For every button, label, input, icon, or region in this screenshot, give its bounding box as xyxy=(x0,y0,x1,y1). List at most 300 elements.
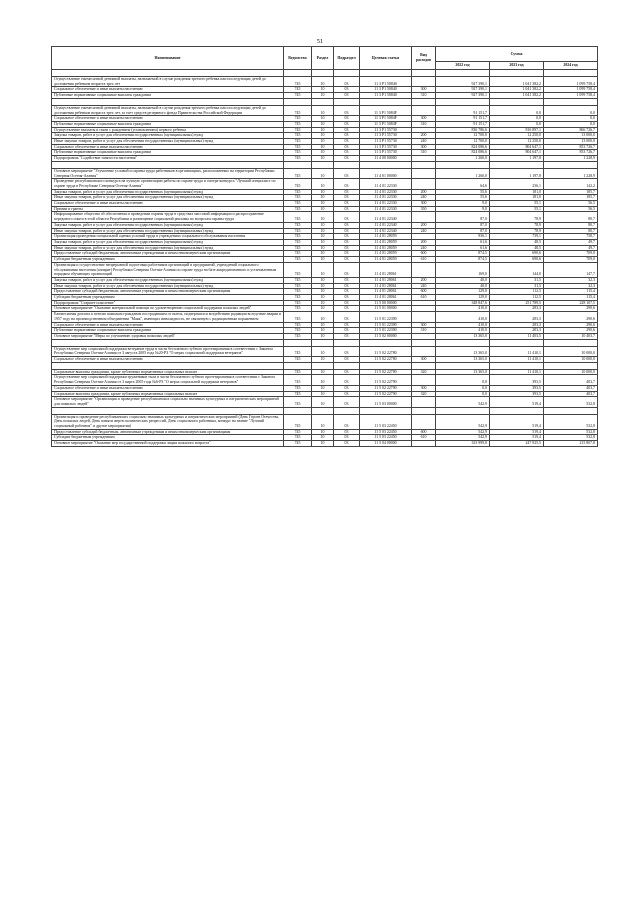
cell-name: Проведение республиканского конкурса на лучшую организацию работы по охране труда и смотра-конкурса "Лучший специалист по охране труда в Республике Северная Осетия-Алания" xyxy=(52,179,284,189)
cell-ministry: 745 xyxy=(284,322,312,328)
cell-2022: 64,6 xyxy=(436,179,490,189)
cell-target: 11 4 01 22340 xyxy=(360,212,412,222)
col-header-2022: 2022 год xyxy=(436,62,490,70)
table-row xyxy=(52,77,598,87)
cell-subsection: 03 xyxy=(334,93,360,99)
cell-2022: 9,0 xyxy=(436,201,490,207)
cell-2024: 403,7 xyxy=(544,385,598,391)
cell-ministry: 745 xyxy=(284,228,312,234)
cell-2022: 927 390,1 xyxy=(436,87,490,93)
cell-subsection: 03 xyxy=(334,283,360,289)
cell-2022: 169,0 xyxy=(436,262,490,277)
cell-expense: 310 xyxy=(412,150,436,156)
cell-target: 11 4 01 22330 xyxy=(360,206,412,212)
cell-2022: 936,1 xyxy=(436,234,490,240)
cell-2024: 866 726,7 xyxy=(544,127,598,133)
cell-section: 10 xyxy=(312,262,334,277)
cell-section: 10 xyxy=(312,300,334,306)
cell-section: 10 xyxy=(312,121,334,127)
cell-target: 11 4 00 00000 xyxy=(360,156,412,162)
cell-name: Социальное обеспечение и иные выплаты населению xyxy=(52,385,284,391)
cell-name: Основное мероприятие "Оказание мер государственной поддержки лицам пожилого возраста" xyxy=(52,441,284,447)
col-header-subsection: Подраздел xyxy=(334,47,360,70)
table-body xyxy=(52,70,598,447)
cell-section xyxy=(312,407,334,414)
cell-name: Социальное обеспечение и иные выплаты населению xyxy=(52,322,284,328)
cell-2024: 56,5 xyxy=(544,201,598,207)
cell-ministry: 745 xyxy=(284,234,312,240)
cell-section: 10 xyxy=(312,429,334,435)
cell-2022: 333 999,8 xyxy=(436,441,490,447)
cell-expense: 310 xyxy=(412,121,436,127)
cell-2022: 410,0 xyxy=(436,312,490,322)
cell-section: 10 xyxy=(312,127,334,133)
cell-expense: 600 xyxy=(412,251,436,257)
cell-section: 10 xyxy=(312,277,334,283)
cell-2024 xyxy=(544,70,598,77)
cell-expense: 300 xyxy=(412,385,436,391)
cell-2022 xyxy=(436,407,490,414)
cell-2024: 532,8 xyxy=(544,435,598,441)
cell-name: Осуществление мер социальной поддержки ветеранов труда в части бесплатного зубного протезирования в соответствии с Законом Республики Северная Осетия-Алания от 3 августа 2005 года №20-РЗ "О мерах социальной поддержки ветеранов" xyxy=(52,346,284,356)
cell-name: Организация и осуществление непрерывной подготовки работников организаций и предприятий, учреждений социального обслуживания населения (аппарат) Республики Северная Осетия-Алания по охране труда на базе аккредитованного и установленным порядком обучающих организаций xyxy=(52,262,284,277)
cell-subsection: 03 xyxy=(334,429,360,435)
cell-2022: 1 260,0 xyxy=(436,168,490,178)
cell-2023: 12 250,0 xyxy=(490,133,544,139)
cell-name xyxy=(52,407,284,414)
cell-2024: 0,0 xyxy=(544,105,598,115)
cell-section: 10 xyxy=(312,441,334,447)
cell-2022: 55,6 xyxy=(436,195,490,201)
cell-2022: 87,0 xyxy=(436,212,490,222)
cell-2023: 247 925,5 xyxy=(490,441,544,447)
cell-2023: 11 410,1 xyxy=(490,357,544,363)
cell-2022: 13 365,0 xyxy=(436,369,490,375)
cell-2024: 290,6 xyxy=(544,306,598,312)
cell-2023: 690,6 xyxy=(490,251,544,257)
cell-2022: 40,0 xyxy=(436,277,490,283)
cell-name: Закупка товаров, работ и услуг для обеспечения государственных (муниципальных) нужд xyxy=(52,222,284,228)
cell-2023: 804 647,1 xyxy=(490,144,544,150)
cell-ministry: 745 xyxy=(284,133,312,139)
cell-subsection xyxy=(334,161,360,168)
cell-section: 10 xyxy=(312,251,334,257)
cell-2023: 112,5 xyxy=(490,295,544,301)
cell-subsection: 03 xyxy=(334,168,360,178)
cell-2024: 13 000,0 xyxy=(544,133,598,139)
cell-2023: 1 041 382,2 xyxy=(490,93,544,99)
cell-ministry: 745 xyxy=(284,121,312,127)
cell-section: 10 xyxy=(312,168,334,178)
cell-ministry: 745 xyxy=(284,429,312,435)
cell-expense xyxy=(412,441,436,447)
cell-ministry: 745 xyxy=(284,195,312,201)
cell-subsection: 03 xyxy=(334,251,360,257)
table-row xyxy=(52,105,598,115)
cell-subsection: 03 xyxy=(334,222,360,228)
cell-expense: 610 xyxy=(412,435,436,441)
cell-name: Основное мероприятие "Улучшение условий и охраны труда работников в организациях, расположенных на территории Республики Северная Осетия-Алания" xyxy=(52,168,284,178)
cell-2024: 10 403,7 xyxy=(544,333,598,339)
cell-2023: 519,4 xyxy=(490,397,544,407)
cell-2023: 519,4 xyxy=(490,429,544,435)
cell-name: Иные закупки товаров, работ и услуг для обеспечения государственных (муниципальных) нужд xyxy=(52,283,284,289)
cell-name: Закупка товаров, работ и услуг для обеспечения государственных (муниципальных) нужд xyxy=(52,189,284,195)
cell-2022: 129,0 xyxy=(436,295,490,301)
cell-2023 xyxy=(490,70,544,77)
cell-ministry: 745 xyxy=(284,346,312,356)
cell-expense xyxy=(412,161,436,168)
col-header-ministry: Ведомство xyxy=(284,47,312,70)
cell-ministry: 745 xyxy=(284,93,312,99)
cell-expense xyxy=(412,375,436,385)
cell-name: Осуществление ежемесячной денежной выплаты, назначаемой в случае рождения третьего ребенка или последующих детей до достижения ребенком возраста трех лет, за счет средств резервного фонда Правительства Российской Федерации xyxy=(52,105,284,115)
cell-subsection: 03 xyxy=(334,385,360,391)
cell-2023: 283,3 xyxy=(490,322,544,328)
cell-2023: 804 647,1 xyxy=(490,150,544,156)
cell-2023: 31,5 xyxy=(490,277,544,283)
cell-2024: 80,7 xyxy=(544,222,598,228)
cell-ministry: 745 xyxy=(284,168,312,178)
cell-2024: 758,7 xyxy=(544,234,598,240)
cell-target: 11 4 01 28061 xyxy=(360,289,412,295)
cell-ministry: 745 xyxy=(284,306,312,312)
cell-2022: 542,9 xyxy=(436,397,490,407)
cell-2024: 56,5 xyxy=(544,206,598,212)
cell-target xyxy=(360,407,412,414)
cell-section: 10 xyxy=(312,144,334,150)
cell-target: 11 5 03 22450 xyxy=(360,414,412,429)
cell-expense: 300 xyxy=(412,116,436,122)
cell-section xyxy=(312,161,334,168)
cell-expense xyxy=(412,168,436,178)
cell-ministry: 745 xyxy=(284,435,312,441)
cell-name: Иные закупки товаров, работ и услуг для обеспечения государственных (муниципальных) нужд xyxy=(52,228,284,234)
cell-subsection: 03 xyxy=(334,435,360,441)
cell-target: 11 4 01 00000 xyxy=(360,168,412,178)
cell-subsection: 03 xyxy=(334,127,360,133)
cell-section: 10 xyxy=(312,385,334,391)
cell-ministry: 745 xyxy=(284,312,312,322)
cell-target: 11 3 P1 55730 xyxy=(360,144,412,150)
cell-ministry: 745 xyxy=(284,87,312,93)
cell-name: Предоставление субсидий бюджетным, автономным учреждениям и иным некоммерческим организациям xyxy=(52,251,284,257)
cell-2024: 709,0 xyxy=(544,251,598,257)
cell-ministry: 745 xyxy=(284,375,312,385)
cell-section: 10 xyxy=(312,234,334,240)
cell-name: Предоставление субсидий бюджетным, автономным учреждениям и иным некоммерческим организациям xyxy=(52,429,284,435)
cell-target: 11 4 01 22340 xyxy=(360,222,412,228)
cell-target xyxy=(360,98,412,105)
cell-expense: 600 xyxy=(412,289,436,295)
cell-target: 11 5 02 00000 xyxy=(360,333,412,339)
cell-target: 11 5 02 22780 xyxy=(360,357,412,363)
cell-name: Осуществление мер социальной поддержки тружеников тыла в части бесплатного зубного протезирования в соответствии с Законом Республики Северная Осетия-Алания от 3 марта 2005 года №6-РЗ "О мерах социальной поддержки ветеранов" xyxy=(52,375,284,385)
cell-2022: 13 365,0 xyxy=(436,357,490,363)
cell-name: Иные закупки товаров, работ и услуг для обеспечения государственных (муниципальных) нужд xyxy=(52,139,284,145)
cell-name: Публичные нормативные социальные выплаты гражданам xyxy=(52,328,284,334)
cell-ministry: 745 xyxy=(284,116,312,122)
cell-ministry: 745 xyxy=(284,277,312,283)
cell-name: Социальное обеспечение и иные выплаты населению xyxy=(52,201,284,207)
cell-2023: 236,1 xyxy=(490,179,544,189)
cell-2023: 519,4 xyxy=(490,435,544,441)
cell-2023: 31,5 xyxy=(490,283,544,289)
cell-2024: 10 000,0 xyxy=(544,357,598,363)
cell-2023: 78,9 xyxy=(490,228,544,234)
cell-subsection: 03 xyxy=(334,228,360,234)
cell-2024 xyxy=(544,339,598,346)
cell-2023: 1 041 382,2 xyxy=(490,87,544,93)
cell-2023: 11 403,5 xyxy=(490,333,544,339)
cell-expense xyxy=(412,105,436,115)
cell-name: Основное мероприятие "Оказание материальной помощи по удовлетворению социальной поддержки пожилых людей" xyxy=(52,306,284,312)
cell-2024: 80,7 xyxy=(544,228,598,234)
cell-section: 10 xyxy=(312,322,334,328)
cell-2024: 80,7 xyxy=(544,212,598,222)
cell-expense: 240 xyxy=(412,283,436,289)
cell-section: 10 xyxy=(312,156,334,162)
cell-ministry: 745 xyxy=(284,239,312,245)
cell-section: 10 xyxy=(312,369,334,375)
cell-2023: 112,5 xyxy=(490,289,544,295)
cell-ministry: 745 xyxy=(284,222,312,228)
cell-2022: 13 365,0 xyxy=(436,346,490,356)
cell-name: Премии и гранты xyxy=(52,206,284,212)
cell-ministry: 745 xyxy=(284,391,312,397)
cell-subsection: 03 xyxy=(334,144,360,150)
cell-2022: 1 260,0 xyxy=(436,156,490,162)
cell-2022: 12 700,0 xyxy=(436,133,490,139)
cell-target: 11 5 02 22790 xyxy=(360,375,412,385)
cell-section: 10 xyxy=(312,435,334,441)
cell-expense: 350 xyxy=(412,206,436,212)
table-row xyxy=(52,98,598,105)
cell-2024: 290,6 xyxy=(544,322,598,328)
cell-subsection: 03 xyxy=(334,77,360,87)
cell-2023: 48,5 xyxy=(490,245,544,251)
cell-subsection: 03 xyxy=(334,87,360,93)
cell-subsection: 03 xyxy=(334,206,360,212)
cell-2024: 147,7 xyxy=(544,262,598,277)
cell-2023: 393,5 xyxy=(490,375,544,385)
cell-target: 11 5 01 22390 xyxy=(360,312,412,322)
cell-expense xyxy=(412,362,436,369)
cell-target: 11 3 P1 5084F xyxy=(360,105,412,115)
cell-ministry xyxy=(284,362,312,369)
table-row xyxy=(52,414,598,429)
cell-ministry: 745 xyxy=(284,328,312,334)
cell-target: 11 3 P1 50840 xyxy=(360,77,412,87)
cell-name: Иные закупки товаров, работ и услуг для обеспечения государственных (муниципальных) нужд xyxy=(52,195,284,201)
cell-name: Субсидии бюджетным учреждениям xyxy=(52,295,284,301)
cell-subsection xyxy=(334,98,360,105)
cell-subsection: 03 xyxy=(334,121,360,127)
cell-2023: 283,3 xyxy=(490,306,544,312)
cell-subsection: 03 xyxy=(334,397,360,407)
cell-expense: 300 xyxy=(412,87,436,93)
cell-2022: 61,6 xyxy=(436,239,490,245)
cell-2023: 48,5 xyxy=(490,239,544,245)
cell-name xyxy=(52,362,284,369)
cell-subsection: 03 xyxy=(334,441,360,447)
cell-2023: 55,1 xyxy=(490,201,544,207)
cell-name: Подпрограмма "Старшее поколение" xyxy=(52,300,284,306)
cell-subsection: 03 xyxy=(334,306,360,312)
cell-ministry: 745 xyxy=(284,295,312,301)
cell-name xyxy=(52,98,284,105)
cell-2022: 0,0 xyxy=(436,375,490,385)
cell-section: 10 xyxy=(312,189,334,195)
cell-subsection: 03 xyxy=(334,195,360,201)
cell-expense: 600 xyxy=(412,429,436,435)
cell-section xyxy=(312,339,334,346)
cell-target: 11 4 01 22330 xyxy=(360,189,412,195)
cell-subsection: 03 xyxy=(334,328,360,334)
cell-subsection: 03 xyxy=(334,369,360,375)
cell-section: 10 xyxy=(312,179,334,189)
cell-subsection: 03 xyxy=(334,262,360,277)
cell-section: 10 xyxy=(312,328,334,334)
cell-ministry: 745 xyxy=(284,441,312,447)
page-number: 51 xyxy=(316,38,324,45)
cell-2024: 13 000,0 xyxy=(544,139,598,145)
cell-ministry xyxy=(284,98,312,105)
cell-section: 10 xyxy=(312,93,334,99)
table-row xyxy=(52,161,598,168)
cell-2023: 0,0 xyxy=(490,116,544,122)
table-row xyxy=(52,212,598,222)
cell-2023: 251 789,5 xyxy=(490,300,544,306)
cell-section: 10 xyxy=(312,357,334,363)
cell-section xyxy=(312,98,334,105)
cell-section: 10 xyxy=(312,139,334,145)
cell-2024: 1 099 758,4 xyxy=(544,93,598,99)
cell-target: 11 4 01 28059 xyxy=(360,251,412,257)
cell-2024: 853 726,7 xyxy=(544,144,598,150)
cell-section: 10 xyxy=(312,239,334,245)
cell-section xyxy=(312,362,334,369)
cell-name: Социальное обеспечение и иные выплаты населению xyxy=(52,87,284,93)
cell-name: Иные закупки товаров, работ и услуг для обеспечения государственных (муниципальных) нужд xyxy=(52,245,284,251)
cell-section: 10 xyxy=(312,306,334,312)
table-row xyxy=(52,168,598,178)
cell-2024: 290,6 xyxy=(544,328,598,334)
cell-2023: 283,3 xyxy=(490,328,544,334)
table-row xyxy=(52,441,598,447)
cell-expense xyxy=(412,414,436,429)
col-header-sum: Сумма xyxy=(436,47,598,62)
cell-subsection: 03 xyxy=(334,277,360,283)
cell-target: 11 4 01 28059 xyxy=(360,245,412,251)
cell-2022: 129,0 xyxy=(436,289,490,295)
cell-target: 11 4 01 22340 xyxy=(360,228,412,234)
cell-subsection: 03 xyxy=(334,212,360,222)
col-header-2024: 2024 год xyxy=(544,62,598,70)
cell-2022: 13 365,0 xyxy=(436,333,490,339)
cell-section: 10 xyxy=(312,195,334,201)
cell-section: 10 xyxy=(312,414,334,429)
cell-expense: 610 xyxy=(412,257,436,263)
cell-expense: 240 xyxy=(412,245,436,251)
cell-target: 11 5 02 22780 xyxy=(360,369,412,375)
cell-expense: 300 xyxy=(412,201,436,207)
cell-2024: 709,0 xyxy=(544,257,598,263)
cell-expense: 310 xyxy=(412,328,436,334)
cell-section: 10 xyxy=(312,87,334,93)
cell-target: 11 5 02 22780 xyxy=(360,346,412,356)
cell-expense xyxy=(412,98,436,105)
cell-2023: 816 897,1 xyxy=(490,127,544,133)
cell-expense xyxy=(412,212,436,222)
cell-section: 10 xyxy=(312,116,334,122)
cell-name xyxy=(52,161,284,168)
cell-2022: 927 390,1 xyxy=(436,77,490,87)
cell-2022: 874,5 xyxy=(436,251,490,257)
cell-ministry: 745 xyxy=(284,206,312,212)
cell-ministry: 745 xyxy=(284,77,312,87)
table-row xyxy=(52,339,598,346)
cell-2024 xyxy=(544,362,598,369)
cell-2022: 824 086,6 xyxy=(436,150,490,156)
cell-expense: 200 xyxy=(412,222,436,228)
cell-2024: 142,2 xyxy=(544,179,598,189)
cell-2023: 144,0 xyxy=(490,262,544,277)
cell-ministry: 745 xyxy=(284,139,312,145)
cell-subsection: 03 xyxy=(334,346,360,356)
cell-2023: 690,6 xyxy=(490,257,544,263)
cell-subsection: 03 xyxy=(334,414,360,429)
cell-2022: 410,0 xyxy=(436,328,490,334)
cell-2023: 78,9 xyxy=(490,212,544,222)
cell-target: 11 4 01 28061 xyxy=(360,283,412,289)
cell-expense: 300 xyxy=(412,322,436,328)
cell-subsection: 03 xyxy=(334,257,360,263)
cell-ministry xyxy=(284,70,312,77)
cell-2024 xyxy=(544,98,598,105)
cell-2024: 403,7 xyxy=(544,391,598,397)
table-row xyxy=(52,262,598,277)
cell-target: 11 4 01 22330 xyxy=(360,195,412,201)
cell-subsection: 03 xyxy=(334,139,360,145)
cell-ministry: 745 xyxy=(284,333,312,339)
cell-2023: 181,0 xyxy=(490,189,544,195)
cell-ministry xyxy=(284,407,312,414)
cell-expense: 610 xyxy=(412,295,436,301)
cell-ministry: 745 xyxy=(284,385,312,391)
cell-section: 10 xyxy=(312,222,334,228)
cell-name: Социальные выплаты гражданам, кроме публичных нормативных социальных выплат xyxy=(52,391,284,397)
cell-target: 11 4 01 28059 xyxy=(360,234,412,240)
cell-name: Закупка товаров, работ и услуг для обеспечения государственных (муниципальных) нужд xyxy=(52,239,284,245)
cell-section: 10 xyxy=(312,150,334,156)
cell-2023: 1 197,8 xyxy=(490,168,544,178)
cell-ministry: 745 xyxy=(284,283,312,289)
cell-subsection: 03 xyxy=(334,179,360,189)
cell-name: Основное мероприятие "Меры по улучшению здоровья пожилых людей" xyxy=(52,333,284,339)
cell-subsection: 03 xyxy=(334,150,360,156)
cell-2022: 0,0 xyxy=(436,391,490,397)
cell-2022: 87,0 xyxy=(436,222,490,228)
table-header xyxy=(52,47,598,70)
cell-name: Публичные нормативные социальные выплаты гражданам xyxy=(52,121,284,127)
cell-section: 10 xyxy=(312,289,334,295)
cell-subsection xyxy=(334,407,360,414)
cell-ministry: 745 xyxy=(284,251,312,257)
table-row xyxy=(52,312,598,322)
cell-subsection: 03 xyxy=(334,116,360,122)
cell-name: Субсидии бюджетным учреждениям xyxy=(52,257,284,263)
